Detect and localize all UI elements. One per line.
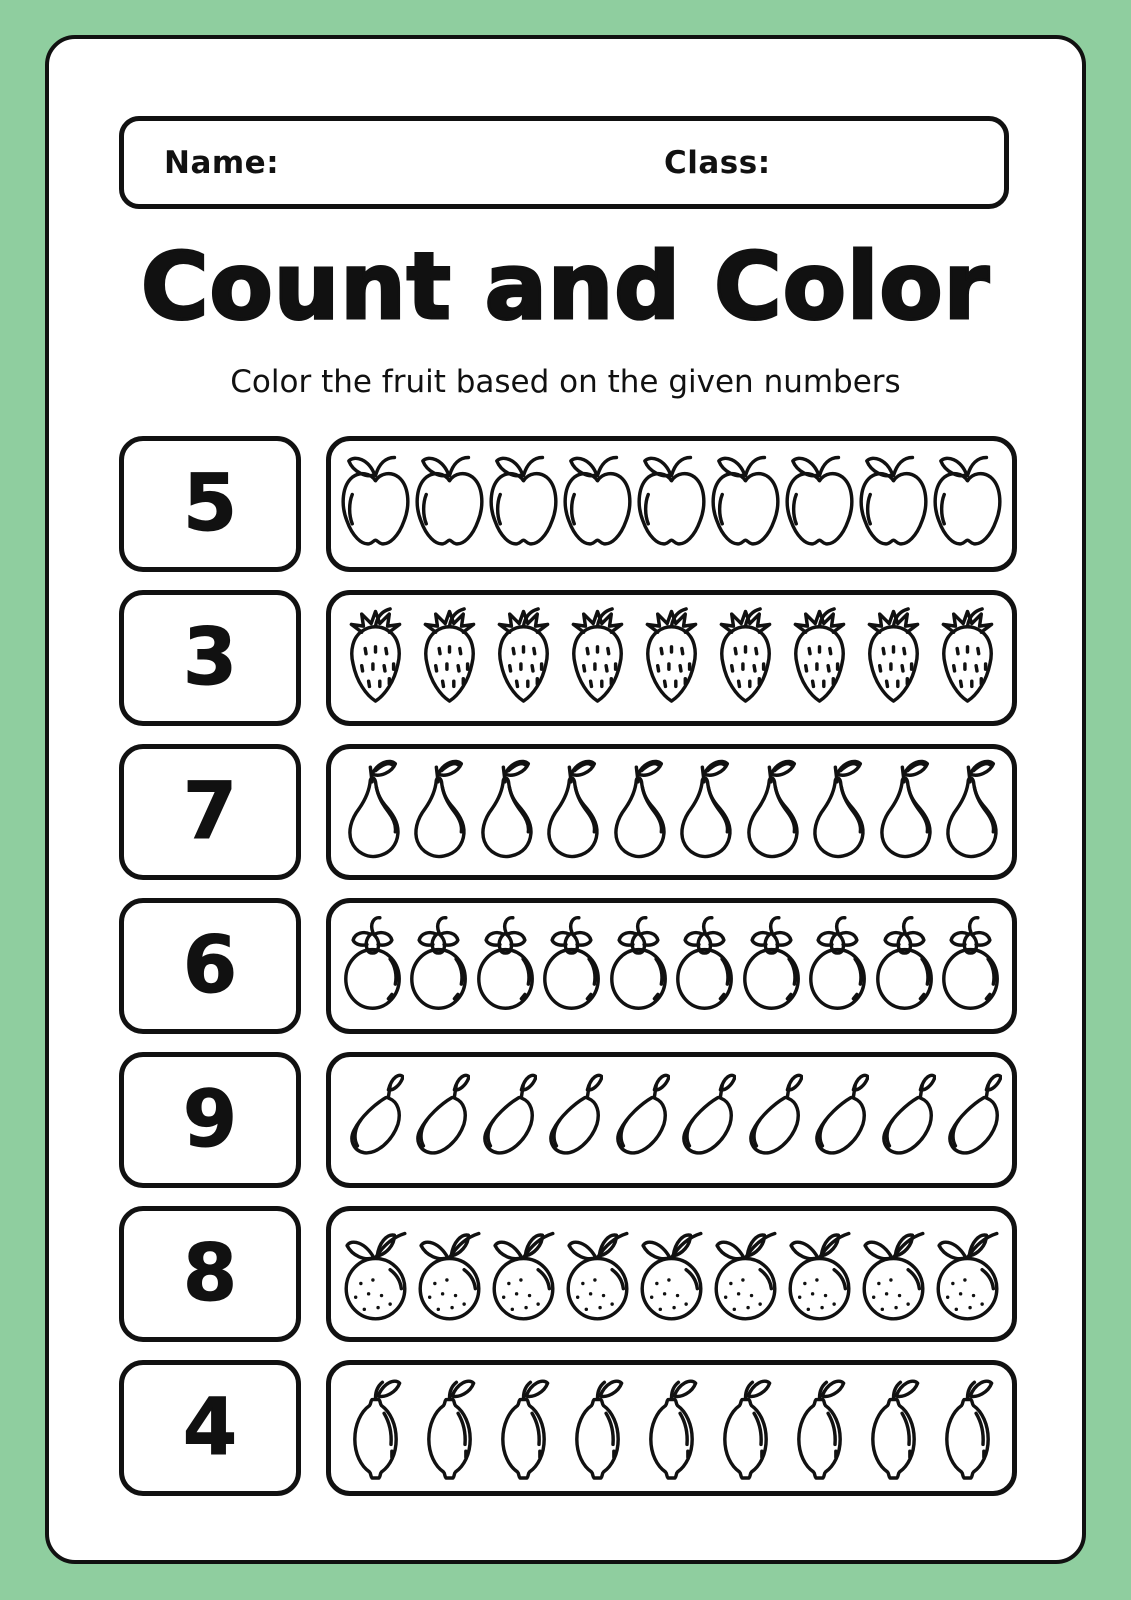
orange-icon[interactable] bbox=[710, 1218, 781, 1330]
apple-icon[interactable] bbox=[340, 448, 411, 560]
fruit-row-pear bbox=[326, 744, 1017, 880]
apple-icon[interactable] bbox=[562, 448, 633, 560]
strawberry-icon[interactable] bbox=[932, 602, 1003, 714]
mangosteen-icon[interactable] bbox=[540, 910, 603, 1022]
mango-icon[interactable] bbox=[540, 1064, 603, 1176]
mango-icon[interactable] bbox=[341, 1064, 404, 1176]
mangosteen-icon[interactable] bbox=[474, 910, 537, 1022]
lemon-icon[interactable] bbox=[488, 1372, 559, 1484]
strawberry-icon[interactable] bbox=[340, 602, 411, 714]
count-number: 5 bbox=[182, 459, 238, 549]
orange-icon[interactable] bbox=[340, 1218, 411, 1330]
lemon-icon[interactable] bbox=[932, 1372, 1003, 1484]
page-title: Count and Color bbox=[140, 233, 991, 340]
lemon-icon[interactable] bbox=[858, 1372, 929, 1484]
pear-icon[interactable] bbox=[607, 756, 670, 868]
number-card bbox=[119, 1206, 301, 1342]
worksheet-row bbox=[119, 1052, 1017, 1188]
mango-icon[interactable] bbox=[740, 1064, 803, 1176]
mangosteen-icon[interactable] bbox=[939, 910, 1002, 1022]
apple-icon[interactable] bbox=[636, 448, 707, 560]
worksheet-row bbox=[119, 1206, 1017, 1342]
mango-icon[interactable] bbox=[873, 1064, 936, 1176]
mangosteen-icon[interactable] bbox=[873, 910, 936, 1022]
pear-icon[interactable] bbox=[673, 756, 736, 868]
strawberry-icon[interactable] bbox=[562, 602, 633, 714]
worksheet-row bbox=[119, 1360, 1017, 1496]
lemon-icon[interactable] bbox=[340, 1372, 411, 1484]
pear-icon[interactable] bbox=[540, 756, 603, 868]
pear-icon[interactable] bbox=[341, 756, 404, 868]
orange-icon[interactable] bbox=[636, 1218, 707, 1330]
fruit-row-apple bbox=[326, 436, 1017, 572]
strawberry-icon[interactable] bbox=[710, 602, 781, 714]
number-card bbox=[119, 898, 301, 1034]
pear-icon[interactable] bbox=[407, 756, 470, 868]
lemon-icon[interactable] bbox=[784, 1372, 855, 1484]
lemon-icon[interactable] bbox=[414, 1372, 485, 1484]
number-card bbox=[119, 1360, 301, 1496]
lemon-icon[interactable] bbox=[636, 1372, 707, 1484]
mangosteen-icon[interactable] bbox=[341, 910, 404, 1022]
pear-icon[interactable] bbox=[873, 756, 936, 868]
count-number: 9 bbox=[182, 1075, 238, 1165]
mangosteen-icon[interactable] bbox=[673, 910, 736, 1022]
apple-icon[interactable] bbox=[784, 448, 855, 560]
class-label: Class: bbox=[664, 144, 771, 181]
orange-icon[interactable] bbox=[858, 1218, 929, 1330]
apple-icon[interactable] bbox=[858, 448, 929, 560]
fruit-row-orange bbox=[326, 1206, 1017, 1342]
orange-icon[interactable] bbox=[784, 1218, 855, 1330]
mangosteen-icon[interactable] bbox=[740, 910, 803, 1022]
number-card bbox=[119, 1052, 301, 1188]
strawberry-icon[interactable] bbox=[858, 602, 929, 714]
mango-icon[interactable] bbox=[673, 1064, 736, 1176]
strawberry-icon[interactable] bbox=[488, 602, 559, 714]
strawberry-icon[interactable] bbox=[414, 602, 485, 714]
number-card bbox=[119, 436, 301, 572]
orange-icon[interactable] bbox=[562, 1218, 633, 1330]
fruit-row-mango bbox=[326, 1052, 1017, 1188]
count-number: 3 bbox=[182, 613, 238, 703]
strawberry-icon[interactable] bbox=[784, 602, 855, 714]
instructions-text: Color the fruit based on the given numbers bbox=[230, 364, 901, 400]
worksheet-row bbox=[119, 898, 1017, 1034]
mangosteen-icon[interactable] bbox=[806, 910, 869, 1022]
lemon-icon[interactable] bbox=[710, 1372, 781, 1484]
mangosteen-icon[interactable] bbox=[407, 910, 470, 1022]
number-card bbox=[119, 744, 301, 880]
orange-icon[interactable] bbox=[488, 1218, 559, 1330]
pear-icon[interactable] bbox=[474, 756, 537, 868]
mango-icon[interactable] bbox=[407, 1064, 470, 1176]
count-number: 8 bbox=[182, 1229, 238, 1319]
fruit-row-lemon bbox=[326, 1360, 1017, 1496]
mango-icon[interactable] bbox=[474, 1064, 537, 1176]
apple-icon[interactable] bbox=[932, 448, 1003, 560]
count-number: 4 bbox=[182, 1383, 238, 1473]
pear-icon[interactable] bbox=[939, 756, 1002, 868]
rows bbox=[119, 436, 1017, 1496]
pear-icon[interactable] bbox=[740, 756, 803, 868]
apple-icon[interactable] bbox=[488, 448, 559, 560]
number-card bbox=[119, 590, 301, 726]
mango-icon[interactable] bbox=[607, 1064, 670, 1176]
worksheet-row bbox=[119, 744, 1017, 880]
pear-icon[interactable] bbox=[806, 756, 869, 868]
mangosteen-icon[interactable] bbox=[607, 910, 670, 1022]
apple-icon[interactable] bbox=[710, 448, 781, 560]
mango-icon[interactable] bbox=[806, 1064, 869, 1176]
orange-icon[interactable] bbox=[414, 1218, 485, 1330]
worksheet-row bbox=[119, 590, 1017, 726]
count-number: 7 bbox=[182, 767, 238, 857]
apple-icon[interactable] bbox=[414, 448, 485, 560]
orange-icon[interactable] bbox=[932, 1218, 1003, 1330]
strawberry-icon[interactable] bbox=[636, 602, 707, 714]
mango-icon[interactable] bbox=[939, 1064, 1002, 1176]
count-number: 6 bbox=[182, 921, 238, 1011]
name-class-box bbox=[119, 116, 1009, 209]
name-label: Name: bbox=[164, 144, 280, 181]
fruit-row-mangosteen bbox=[326, 898, 1017, 1034]
fruit-row-strawberry bbox=[326, 590, 1017, 726]
worksheet-page bbox=[45, 35, 1086, 1564]
worksheet-row bbox=[119, 436, 1017, 572]
lemon-icon[interactable] bbox=[562, 1372, 633, 1484]
